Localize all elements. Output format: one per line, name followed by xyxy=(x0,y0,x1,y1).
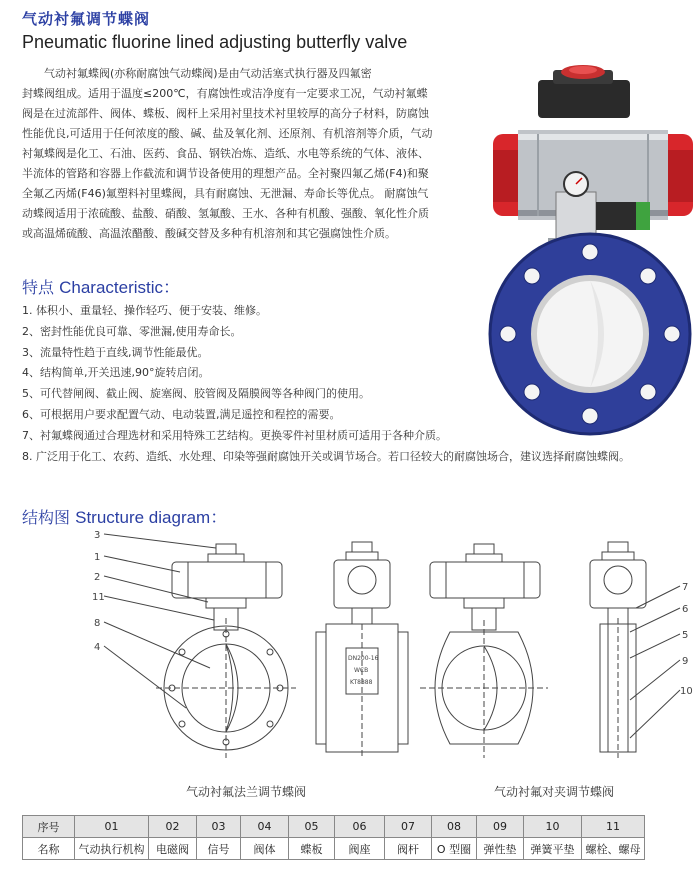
part-name: 弹性垫 xyxy=(477,838,524,860)
intro-paragraph xyxy=(22,64,474,244)
structure-heading xyxy=(22,503,227,528)
part-number: 03 xyxy=(197,816,241,838)
parts-table xyxy=(22,815,645,860)
table-row-label: 名称 xyxy=(23,838,75,860)
part-name: O 型圈 xyxy=(432,838,477,860)
characteristic-heading-cn: 特点 xyxy=(22,278,55,297)
part-name: 弹簧平垫 xyxy=(524,838,582,860)
intro-line: 性能优良,可适用于任何浓度的酸、碱、盐及氧化剂、还原剂、有机溶剂等介质，气动 xyxy=(22,127,433,140)
callout-label: 8 xyxy=(94,618,101,629)
part-number: 05 xyxy=(289,816,335,838)
callout-label: 3 xyxy=(94,530,101,541)
page-title-cn: 气动衬氟调节蝶阀 xyxy=(22,10,151,28)
callout-label: 7 xyxy=(682,582,689,593)
structure-heading-en: Structure diagram： xyxy=(75,508,228,527)
list-item: 1. 体积小、重量轻、操作轻巧、便于安装、维修。 xyxy=(22,304,267,317)
callout-label: 2 xyxy=(94,572,101,583)
intro-line: 衬氟蝶阀是化工、石油、医药、食品、钢铁冶炼、造纸、水电等系统的气体、液体、 xyxy=(22,147,429,160)
part-name: 电磁阀 xyxy=(149,838,197,860)
wafer-valve-side-view xyxy=(590,542,680,758)
table-row xyxy=(23,816,645,838)
part-name: 螺栓、螺母 xyxy=(582,838,645,860)
part-name: 阀座 xyxy=(335,838,385,860)
page-title-en: Pneumatic fluorine lined adjusting butterfly valve xyxy=(22,32,408,52)
intro-line: 气动衬氟蝶阀(亦称耐腐蚀气动蝶阀)是由气动活塞式执行器及四氟密 xyxy=(44,67,372,80)
table-row xyxy=(23,838,645,860)
wafer-valve-front-view xyxy=(420,544,548,758)
intro-line: 封蝶阀组成。适用于温度≤200℃，有腐蚀性或洁净度有一定要求工况，气动衬氟蝶 xyxy=(22,87,428,100)
table-row-label: 序号 xyxy=(23,816,75,838)
part-name: 气动执行机构 xyxy=(75,838,149,860)
part-number: 11 xyxy=(582,816,645,838)
nameplate-text: KT8888 xyxy=(350,679,373,686)
part-number: 01 xyxy=(75,816,149,838)
list-item: 4、结构简单,开关迅速,90°旋转启闭。 xyxy=(22,366,210,380)
callout-label: 5 xyxy=(682,630,689,641)
intro-line: 半流体的管路和容器上作截流和调节设备使用的理想产品。全衬聚四氟乙烯(F4)和聚 xyxy=(22,167,429,180)
callout-label: 11 xyxy=(92,592,105,603)
characteristic-heading xyxy=(22,273,180,298)
callout-label: 1 xyxy=(94,552,101,563)
part-name: 阀体 xyxy=(241,838,289,860)
intro-line: 或高温烯硫酸、高温浓醋酸、酸碱交替及多种有机溶剂和其它强腐蚀性介质。 xyxy=(22,227,396,240)
callout-label: 10 xyxy=(680,686,693,697)
structure-heading-cn: 结构图 xyxy=(22,508,71,527)
characteristic-list xyxy=(22,301,630,467)
part-name: 蝶板 xyxy=(289,838,335,860)
part-number: 09 xyxy=(477,816,524,838)
list-item: 5、可代替闸阀、截止阀、旋塞阀、胶管阀及隔膜阀等各种阀门的使用。 xyxy=(22,387,370,401)
list-item: 2、密封性能优良可靠、零泄漏,使用寿命长。 xyxy=(22,324,242,338)
part-number: 04 xyxy=(241,816,289,838)
structure-diagram xyxy=(90,528,694,778)
list-item: 3、流量特性趋于直线,调节性能最优。 xyxy=(22,345,209,359)
callout-label: 4 xyxy=(94,642,101,653)
part-name: 阀杆 xyxy=(385,838,432,860)
callout-label: 6 xyxy=(682,604,689,615)
part-number: 06 xyxy=(335,816,385,838)
part-number: 02 xyxy=(149,816,197,838)
part-number: 07 xyxy=(385,816,432,838)
part-number: 10 xyxy=(524,816,582,838)
part-number: 08 xyxy=(432,816,477,838)
limit-switch-box xyxy=(538,65,630,118)
nameplate-text: DN200-16 xyxy=(348,655,379,662)
list-item: 6、可根据用户要求配置气动、电动装置,满足遥控和程控的需要。 xyxy=(22,407,341,421)
list-item: 8. 广泛用于化工、农药、造纸、水处理、印染等强耐腐蚀开关或调节场合。若口径较大的耐腐蚀场合，建议选择耐腐蚀蝶阀。 xyxy=(22,449,630,463)
flange-valve-side-view xyxy=(316,542,408,758)
list-item: 7、衬氟蝶阀通过合理选材和采用特殊工艺结构。更换零件衬里材质可适用于各种介质。 xyxy=(22,428,447,442)
part-name: 信号 xyxy=(197,838,241,860)
nameplate-text: WCB xyxy=(354,667,369,674)
callout-label: 9 xyxy=(682,656,689,667)
caption-flange-valve: 气动衬氟法兰调节蝶阀 xyxy=(186,785,307,799)
intro-line: 动蝶阀适用于浓硫酸、盐酸、硝酸、氢氟酸、王水、各种有机酸、强酸、氧化性介质 xyxy=(22,207,429,220)
intro-line: 全氟乙丙烯(F46)氟塑料衬里蝶阀，具有耐腐蚀、无泄漏、寿命长等优点。 耐腐蚀气 xyxy=(22,187,429,200)
flange-valve-front-view xyxy=(104,534,296,758)
caption-wafer-valve: 气动衬氟对夹调节蝶阀 xyxy=(494,785,615,799)
characteristic-heading-en: Characteristic： xyxy=(59,278,181,297)
intro-line: 阀是在过流部件、阀体、蝶板、阀杆上采用衬里技术衬里较厚的高分子材料，防腐蚀 xyxy=(22,107,429,120)
